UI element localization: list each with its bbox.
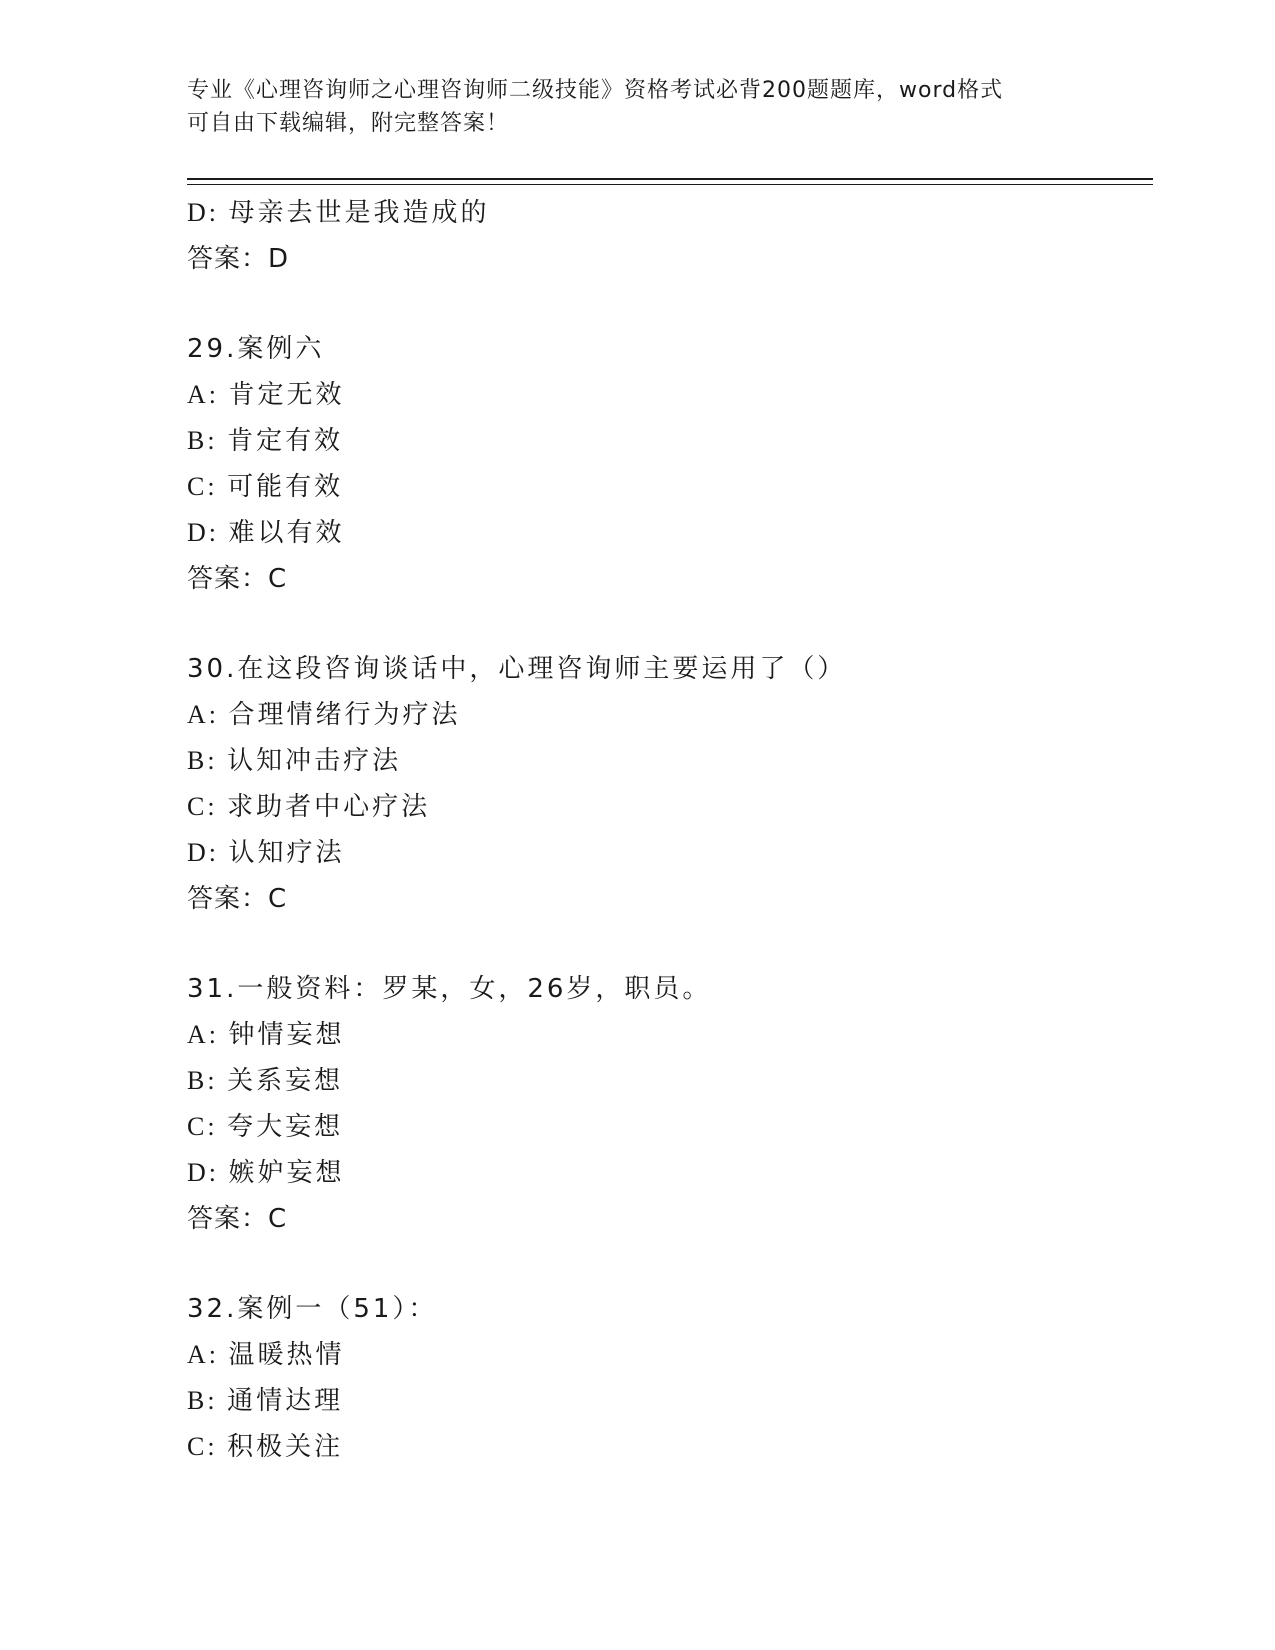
option-row (187, 830, 1153, 876)
option-text: 可能有效 (227, 472, 344, 502)
option-row (187, 1424, 1153, 1470)
option-key: A (187, 1020, 209, 1049)
document-header (187, 74, 1087, 140)
option-text: 温暖热情 (228, 1340, 345, 1370)
question-block (187, 1242, 1153, 1470)
option-text: 肯定有效 (227, 426, 344, 456)
option-separator: : (208, 198, 229, 227)
option-text: 通情达理 (227, 1386, 344, 1416)
block-spacer (187, 922, 1153, 966)
option-key: B (187, 426, 208, 455)
option-key: A (187, 700, 209, 729)
option-row (187, 692, 1153, 738)
option-key: A (187, 1340, 209, 1369)
option-text: 肯定无效 (228, 380, 345, 410)
block-spacer (187, 602, 1153, 646)
answer-line: 答案：D (187, 244, 290, 274)
option-text: 难以有效 (228, 518, 345, 548)
option-separator: : (207, 472, 228, 501)
option-row (187, 418, 1153, 464)
option-key: C (187, 1432, 208, 1461)
option-key: D (187, 838, 209, 867)
option-separator: : (207, 1386, 228, 1415)
option-row (187, 372, 1153, 418)
option-key: B (187, 1066, 208, 1095)
option-row (187, 1378, 1153, 1424)
block-spacer (187, 1242, 1153, 1286)
option-key: D (187, 198, 209, 227)
question-block (187, 190, 1153, 282)
option-row (187, 1058, 1153, 1104)
answer-line: 答案：C (187, 1204, 288, 1234)
option-text: 嫉妒妄想 (228, 1158, 345, 1188)
option-text: 求助者中心疗法 (227, 792, 431, 822)
question-block (187, 602, 1153, 922)
question-stem: 32.案例一（51）： (187, 1294, 438, 1324)
option-key: D (187, 518, 209, 547)
option-row (187, 464, 1153, 510)
option-separator: : (207, 426, 228, 455)
option-text: 关系妄想 (227, 1066, 344, 1096)
option-text: 母亲去世是我造成的 (228, 198, 490, 228)
option-text: 钟情妄想 (228, 1020, 345, 1050)
answer-line: 答案：C (187, 564, 288, 594)
option-text: 夸大妄想 (227, 1112, 344, 1142)
question-block (187, 922, 1153, 1242)
option-row (187, 510, 1153, 556)
option-row (187, 190, 1153, 236)
answer-line: 答案：C (187, 884, 288, 914)
option-key: B (187, 746, 208, 775)
option-key: B (187, 1386, 208, 1415)
block-spacer (187, 282, 1153, 326)
option-separator: : (207, 746, 228, 775)
option-text: 认知疗法 (228, 838, 345, 868)
question-stem: 31.一般资料：罗某，女，26岁，职员。 (187, 974, 712, 1004)
option-key: D (187, 1158, 209, 1187)
option-key: A (187, 380, 209, 409)
option-key: C (187, 792, 208, 821)
header-line-1: 专业《心理咨询师之心理咨询师二级技能》资格考试必背200题题库，word格式 (187, 78, 1004, 103)
option-separator: : (208, 380, 229, 409)
option-separator: : (207, 792, 228, 821)
option-row (187, 1104, 1153, 1150)
option-key: C (187, 472, 208, 501)
option-separator: : (208, 518, 229, 547)
header-line-2: 可自由下载编辑，附完整答案！ (187, 111, 510, 136)
option-row (187, 1012, 1153, 1058)
option-separator: : (207, 1066, 228, 1095)
option-separator: : (208, 1020, 229, 1049)
option-separator: : (207, 1432, 228, 1461)
option-text: 认知冲击疗法 (227, 746, 402, 776)
option-key: C (187, 1112, 208, 1141)
option-separator: : (208, 838, 229, 867)
header-rule-thin (187, 184, 1153, 185)
header-rule-thick (187, 178, 1153, 180)
question-block (187, 282, 1153, 602)
option-separator: : (207, 1112, 228, 1141)
question-list (187, 190, 1153, 1470)
option-separator: : (208, 1158, 229, 1187)
option-row (187, 738, 1153, 784)
option-separator: : (208, 700, 229, 729)
option-text: 积极关注 (227, 1432, 344, 1462)
option-row (187, 784, 1153, 830)
option-row (187, 1150, 1153, 1196)
option-row (187, 1332, 1153, 1378)
question-stem: 29.案例六 (187, 334, 325, 364)
question-stem: 30.在这段咨询谈话中，心理咨询师主要运用了（） (187, 654, 847, 684)
option-text: 合理情绪行为疗法 (228, 700, 461, 730)
option-separator: : (208, 1340, 229, 1369)
